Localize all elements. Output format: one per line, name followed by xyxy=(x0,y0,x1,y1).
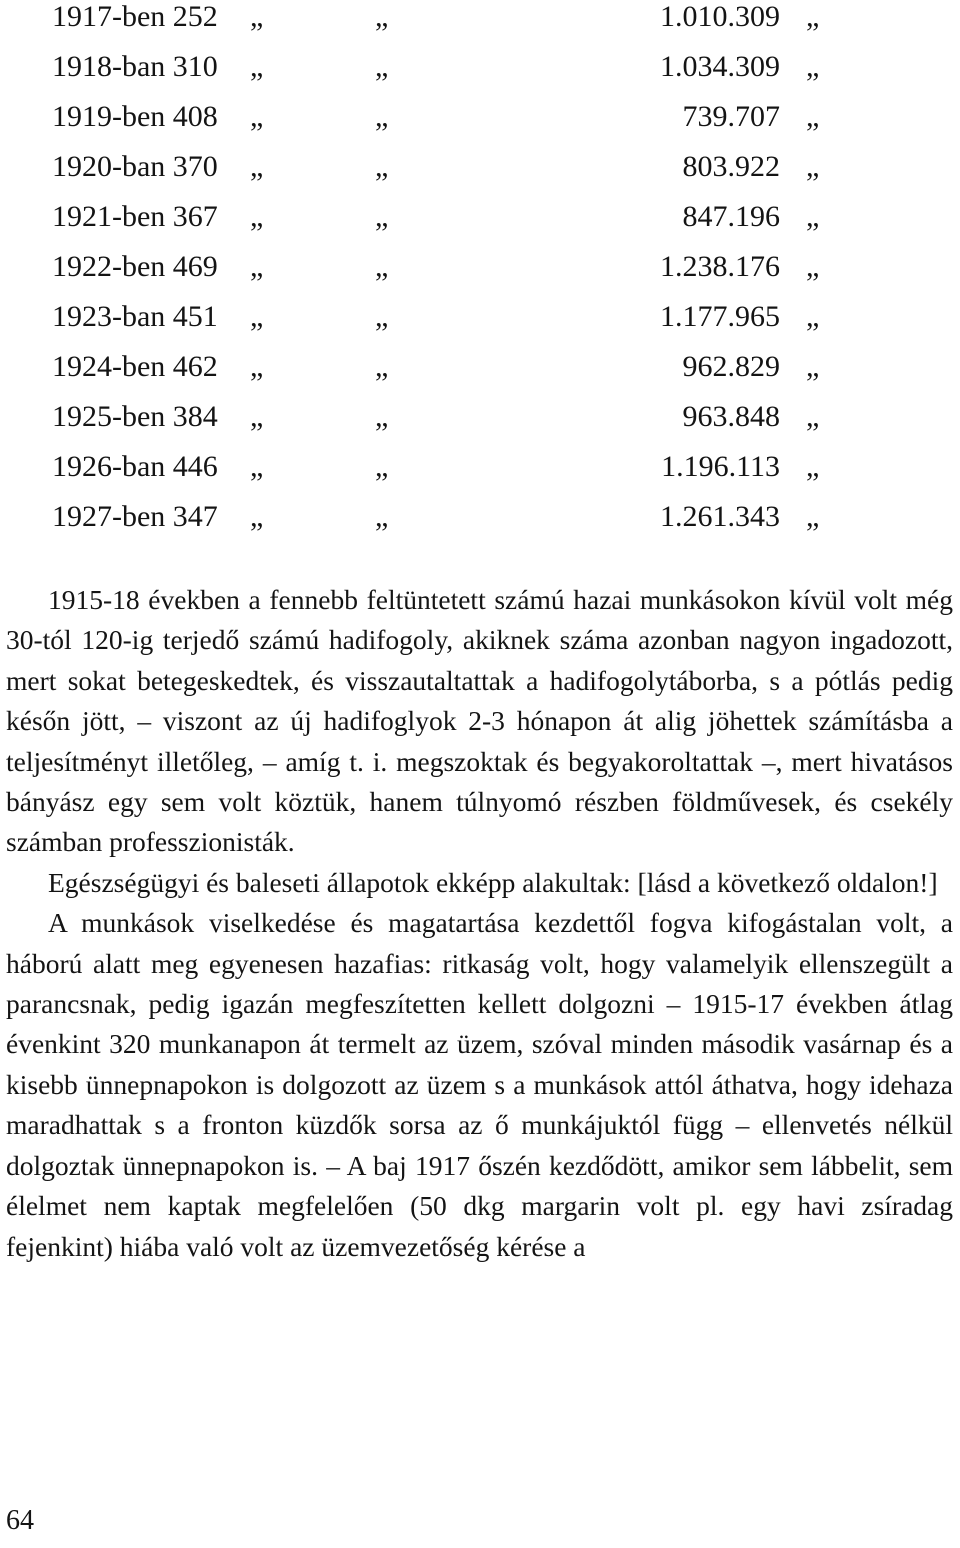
ditto-mark: „ xyxy=(250,100,264,133)
year-count-cell: 1921-ben 367 xyxy=(52,200,218,233)
value-cell: 962.829 xyxy=(682,350,780,383)
value-cell: 847.196 xyxy=(682,200,780,233)
table-row xyxy=(0,352,960,392)
value-cell: 1.196.113 xyxy=(661,450,780,483)
year-count-cell: 1917-ben 252 xyxy=(52,0,218,33)
ditto-mark: „ xyxy=(375,0,389,33)
ditto-mark: „ xyxy=(250,350,264,383)
year-count-cell: 1927-ben 347 xyxy=(52,500,218,533)
year-count-cell: 1922-ben 469 xyxy=(52,250,218,283)
ditto-mark: „ xyxy=(375,50,389,83)
table-row xyxy=(0,2,960,42)
ditto-mark: „ xyxy=(375,200,389,233)
ditto-mark: „ xyxy=(806,150,820,183)
ditto-mark: „ xyxy=(806,0,820,33)
table-row xyxy=(0,252,960,292)
ditto-mark: „ xyxy=(806,450,820,483)
ditto-mark: „ xyxy=(250,150,264,183)
year-count-cell: 1919-ben 408 xyxy=(52,100,218,133)
value-cell: 1.010.309 xyxy=(660,0,780,33)
ditto-mark: „ xyxy=(806,100,820,133)
ditto-mark: „ xyxy=(250,250,264,283)
ditto-mark: „ xyxy=(250,450,264,483)
page-number: 64 xyxy=(6,1505,34,1536)
ditto-mark: „ xyxy=(250,500,264,533)
value-cell: 803.922 xyxy=(682,150,780,183)
ditto-mark: „ xyxy=(375,400,389,433)
paragraph-prisoners: 1915-18 években a fennebb feltüntetett számú hazai munkásokon kívül volt még 30-tól 120-ig terjedő számú hadifogoly, akiknek száma azonban nagyon ingadozott, mert sokat betegeskedtek, és visszautaltattak a hadifogolytáborba, s a pótlás pedig későn jött, – viszont az új hadifoglyok 2-3 hónapon át alig jöhettek számításba a teljesítményt illetőleg, – amíg t. i. megszoktak és begyakoroltattak –, mert hivatásos bányász egy sem volt köztük, hanem túlnyomó részben földművesek, és csekély számban professzionisták. xyxy=(6,584,953,858)
ditto-mark: „ xyxy=(375,450,389,483)
value-cell: 1.177.965 xyxy=(660,300,780,333)
value-cell: 739.707 xyxy=(682,100,780,133)
ditto-mark: „ xyxy=(250,200,264,233)
value-cell: 1.034.309 xyxy=(660,50,780,83)
table-row xyxy=(0,452,960,492)
value-cell: 963.848 xyxy=(682,400,780,433)
ditto-mark: „ xyxy=(375,150,389,183)
table-row xyxy=(0,302,960,342)
paragraph-health: Egészségügyi és baleseti állapotok ekképp alakultak: [lásd a következő oldalon!] xyxy=(48,866,938,898)
ditto-mark: „ xyxy=(375,100,389,133)
ditto-mark: „ xyxy=(250,300,264,333)
year-count-cell: 1925-ben 384 xyxy=(52,400,218,433)
year-count-cell: 1918-ban 310 xyxy=(52,50,218,83)
ditto-mark: „ xyxy=(375,300,389,333)
value-cell: 1.261.343 xyxy=(660,500,780,533)
ditto-mark: „ xyxy=(806,50,820,83)
ditto-mark: „ xyxy=(375,350,389,383)
year-count-cell: 1920-ban 370 xyxy=(52,150,218,183)
ditto-mark: „ xyxy=(375,500,389,533)
value-cell: 1.238.176 xyxy=(660,250,780,283)
year-count-cell: 1926-ban 446 xyxy=(52,450,218,483)
ditto-mark: „ xyxy=(806,250,820,283)
table-row xyxy=(0,52,960,92)
table-row xyxy=(0,102,960,142)
ditto-mark: „ xyxy=(806,400,820,433)
ditto-mark: „ xyxy=(250,400,264,433)
table-row xyxy=(0,402,960,442)
table-row xyxy=(0,152,960,192)
table-row xyxy=(0,502,960,542)
table-row xyxy=(0,202,960,242)
ditto-mark: „ xyxy=(806,350,820,383)
paragraph-workers-conduct: A munkások viselkedése és magatartása kezdettől fogva kifogástalan volt, a háború alatt meg egyenesen hazafias: ritkaság volt, hogy valamelyik ellenszegült a parancsnak, pedig igazán megfeszítetten kellett dolgozni – 1915-17 években átlag évenkint 320 munkanapon át termelt az üzem, szóval minden második vasárnap és a kisebb ünnepnapokon is dolgozott az üzem s a munkások attól áthatva, hogy idehaza maradhattak s a fronton küzdők sorsa az ő munkájuktól függ – ellenvetés nélkül dolgoztak ünnepnapokon is. – A baj 1917 őszén kezdődött, amikor sem lábbelit, sem élelmet nem kaptak megfelelően (50 dkg margarin volt pl. egy havi zsíradag fejenkint) hiába való volt az üzemvezetőség kérése a xyxy=(6,907,953,1262)
year-count-cell: 1924-ben 462 xyxy=(52,350,218,383)
ditto-mark: „ xyxy=(806,300,820,333)
ditto-mark: „ xyxy=(375,250,389,283)
year-count-cell: 1923-ban 451 xyxy=(52,300,218,333)
ditto-mark: „ xyxy=(250,0,264,33)
ditto-mark: „ xyxy=(806,500,820,533)
body-text xyxy=(6,580,953,1267)
ditto-mark: „ xyxy=(806,200,820,233)
ditto-mark: „ xyxy=(250,50,264,83)
